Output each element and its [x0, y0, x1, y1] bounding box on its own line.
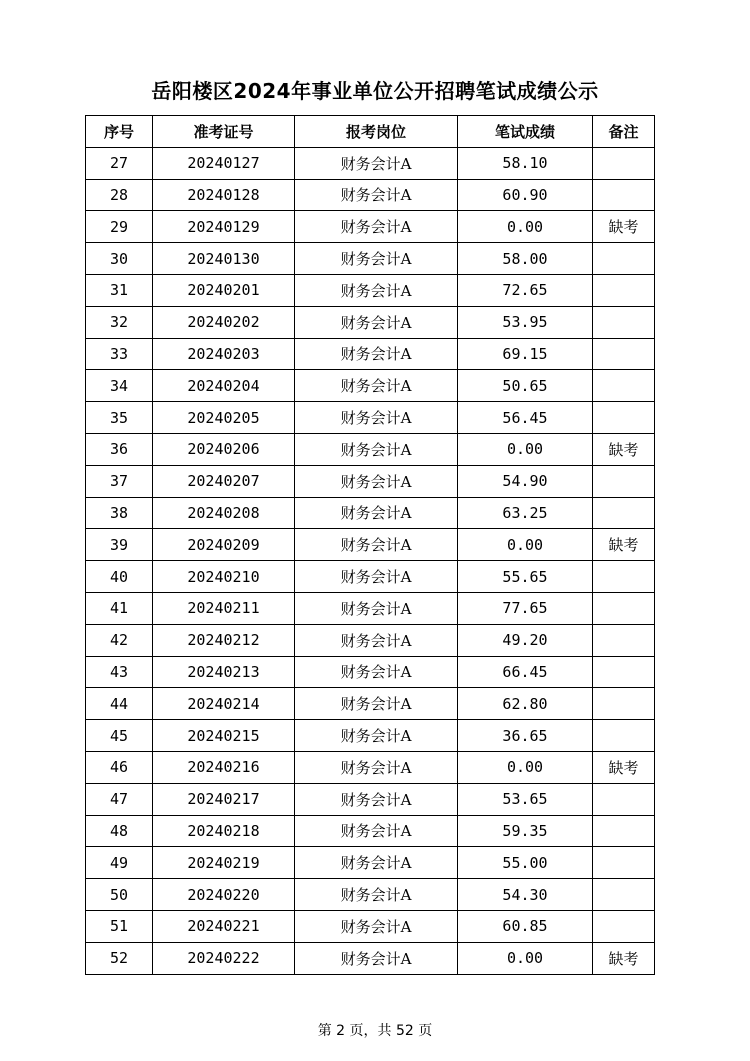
table-row [86, 847, 655, 879]
header-seq: 序号 [86, 116, 153, 148]
cell-note [593, 497, 655, 529]
cell-position: 财务会计A [295, 815, 458, 847]
cell-ticket: 20240214 [153, 688, 295, 720]
cell-note [593, 879, 655, 911]
cell-score: 72.65 [458, 274, 593, 306]
cell-seq: 41 [86, 592, 153, 624]
cell-ticket: 20240212 [153, 624, 295, 656]
cell-ticket: 20240217 [153, 783, 295, 815]
table-row [86, 529, 655, 561]
cell-seq: 42 [86, 624, 153, 656]
cell-seq: 32 [86, 306, 153, 338]
cell-seq: 47 [86, 783, 153, 815]
cell-ticket: 20240221 [153, 910, 295, 942]
cell-score: 0.00 [458, 211, 593, 243]
cell-ticket: 20240127 [153, 147, 295, 179]
cell-score: 0.00 [458, 942, 593, 974]
cell-position: 财务会计A [295, 338, 458, 370]
cell-seq: 48 [86, 815, 153, 847]
table-row [86, 497, 655, 529]
cell-score: 50.65 [458, 370, 593, 402]
cell-position: 财务会计A [295, 751, 458, 783]
cell-seq: 38 [86, 497, 153, 529]
cell-score: 55.00 [458, 847, 593, 879]
cell-note [593, 720, 655, 752]
cell-score: 58.10 [458, 147, 593, 179]
table-header-row [86, 116, 655, 148]
cell-seq: 45 [86, 720, 153, 752]
cell-position: 财务会计A [295, 879, 458, 911]
cell-position: 财务会计A [295, 211, 458, 243]
cell-seq: 34 [86, 370, 153, 402]
cell-note [593, 656, 655, 688]
cell-seq: 29 [86, 211, 153, 243]
cell-ticket: 20240128 [153, 179, 295, 211]
page-footer: 第 2 页，共 52 页 [317, 1023, 433, 1039]
cell-ticket: 20240204 [153, 370, 295, 402]
cell-note [593, 815, 655, 847]
cell-ticket: 20240210 [153, 561, 295, 593]
table-row [86, 751, 655, 783]
cell-seq: 43 [86, 656, 153, 688]
cell-position: 财务会计A [295, 561, 458, 593]
cell-ticket: 20240218 [153, 815, 295, 847]
cell-ticket: 20240208 [153, 497, 295, 529]
cell-note [593, 783, 655, 815]
cell-ticket: 20240205 [153, 402, 295, 434]
cell-position: 财务会计A [295, 179, 458, 211]
cell-note: 缺考 [593, 433, 655, 465]
cell-note [593, 274, 655, 306]
cell-ticket: 20240201 [153, 274, 295, 306]
cell-score: 63.25 [458, 497, 593, 529]
cell-note [593, 338, 655, 370]
cell-note [593, 147, 655, 179]
table-row [86, 879, 655, 911]
cell-ticket: 20240220 [153, 879, 295, 911]
page-title: 岳阳楼区2024年事业单位公开招聘笔试成绩公示 [151, 79, 599, 103]
cell-position: 财务会计A [295, 274, 458, 306]
table-row [86, 592, 655, 624]
table-row [86, 465, 655, 497]
cell-seq: 46 [86, 751, 153, 783]
cell-ticket: 20240216 [153, 751, 295, 783]
cell-seq: 33 [86, 338, 153, 370]
header-note: 备注 [593, 116, 655, 148]
table-row [86, 179, 655, 211]
table-body [86, 147, 655, 974]
cell-note [593, 243, 655, 275]
cell-note [593, 624, 655, 656]
table-row [86, 338, 655, 370]
cell-note [593, 592, 655, 624]
cell-note: 缺考 [593, 529, 655, 561]
cell-score: 36.65 [458, 720, 593, 752]
cell-ticket: 20240206 [153, 433, 295, 465]
table-row [86, 370, 655, 402]
cell-ticket: 20240213 [153, 656, 295, 688]
cell-position: 财务会计A [295, 847, 458, 879]
cell-seq: 27 [86, 147, 153, 179]
cell-seq: 51 [86, 910, 153, 942]
cell-score: 56.45 [458, 402, 593, 434]
table-row [86, 274, 655, 306]
cell-position: 财务会计A [295, 433, 458, 465]
cell-score: 54.90 [458, 465, 593, 497]
table-row [86, 624, 655, 656]
cell-position: 财务会计A [295, 370, 458, 402]
table-row [86, 147, 655, 179]
cell-position: 财务会计A [295, 624, 458, 656]
cell-position: 财务会计A [295, 942, 458, 974]
table-row [86, 815, 655, 847]
cell-score: 60.90 [458, 179, 593, 211]
cell-position: 财务会计A [295, 497, 458, 529]
cell-score: 66.45 [458, 656, 593, 688]
header-position: 报考岗位 [295, 116, 458, 148]
table-row [86, 910, 655, 942]
table-row [86, 433, 655, 465]
cell-note: 缺考 [593, 942, 655, 974]
cell-score: 0.00 [458, 529, 593, 561]
cell-ticket: 20240129 [153, 211, 295, 243]
score-table [85, 115, 655, 975]
cell-seq: 39 [86, 529, 153, 561]
cell-note: 缺考 [593, 751, 655, 783]
cell-ticket: 20240211 [153, 592, 295, 624]
cell-position: 财务会计A [295, 243, 458, 275]
cell-score: 62.80 [458, 688, 593, 720]
cell-ticket: 20240215 [153, 720, 295, 752]
cell-score: 0.00 [458, 751, 593, 783]
cell-note [593, 561, 655, 593]
cell-ticket: 20240222 [153, 942, 295, 974]
cell-position: 财务会计A [295, 147, 458, 179]
cell-ticket: 20240209 [153, 529, 295, 561]
cell-note [593, 910, 655, 942]
cell-score: 69.15 [458, 338, 593, 370]
table-row [86, 720, 655, 752]
cell-seq: 31 [86, 274, 153, 306]
cell-score: 53.65 [458, 783, 593, 815]
cell-note [593, 402, 655, 434]
table-row [86, 688, 655, 720]
cell-score: 59.35 [458, 815, 593, 847]
table-row [86, 211, 655, 243]
cell-position: 财务会计A [295, 688, 458, 720]
cell-seq: 50 [86, 879, 153, 911]
table-row [86, 656, 655, 688]
cell-score: 60.85 [458, 910, 593, 942]
cell-seq: 28 [86, 179, 153, 211]
cell-note [593, 465, 655, 497]
cell-seq: 49 [86, 847, 153, 879]
cell-score: 0.00 [458, 433, 593, 465]
cell-position: 财务会计A [295, 720, 458, 752]
cell-position: 财务会计A [295, 656, 458, 688]
cell-position: 财务会计A [295, 529, 458, 561]
cell-position: 财务会计A [295, 402, 458, 434]
cell-seq: 35 [86, 402, 153, 434]
cell-ticket: 20240219 [153, 847, 295, 879]
cell-seq: 30 [86, 243, 153, 275]
cell-note [593, 179, 655, 211]
cell-note [593, 306, 655, 338]
cell-score: 58.00 [458, 243, 593, 275]
cell-position: 财务会计A [295, 783, 458, 815]
table-row [86, 243, 655, 275]
header-ticket: 准考证号 [153, 116, 295, 148]
cell-score: 49.20 [458, 624, 593, 656]
cell-ticket: 20240203 [153, 338, 295, 370]
cell-seq: 44 [86, 688, 153, 720]
cell-note: 缺考 [593, 211, 655, 243]
cell-score: 77.65 [458, 592, 593, 624]
cell-position: 财务会计A [295, 465, 458, 497]
cell-score: 53.95 [458, 306, 593, 338]
cell-note [593, 688, 655, 720]
cell-note [593, 847, 655, 879]
table-row [86, 561, 655, 593]
cell-ticket: 20240202 [153, 306, 295, 338]
header-score: 笔试成绩 [458, 116, 593, 148]
cell-seq: 40 [86, 561, 153, 593]
table-row [86, 942, 655, 974]
table-row [86, 306, 655, 338]
cell-position: 财务会计A [295, 592, 458, 624]
cell-score: 54.30 [458, 879, 593, 911]
table-row [86, 402, 655, 434]
table-row [86, 783, 655, 815]
cell-seq: 52 [86, 942, 153, 974]
cell-score: 55.65 [458, 561, 593, 593]
cell-ticket: 20240207 [153, 465, 295, 497]
cell-seq: 37 [86, 465, 153, 497]
cell-ticket: 20240130 [153, 243, 295, 275]
cell-position: 财务会计A [295, 910, 458, 942]
cell-note [593, 370, 655, 402]
cell-position: 财务会计A [295, 306, 458, 338]
cell-seq: 36 [86, 433, 153, 465]
